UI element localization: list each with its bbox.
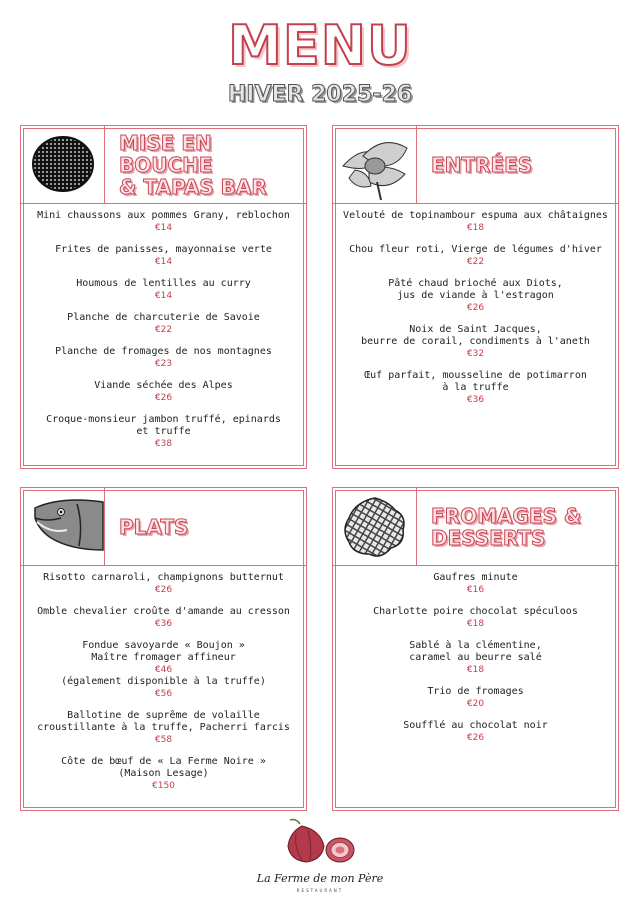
dish-name: Omble chevalier croûte d'amande au cresson: [37, 606, 290, 617]
dish-name: Côte de bœuf de « La Ferme Noire » (Maison Lesage): [61, 756, 266, 779]
menu-item: [21, 210, 306, 234]
section-image: [333, 126, 417, 204]
dish-name: Risotto carnaroli, champignons butternut: [43, 572, 284, 583]
dish-name: Soufflé au chocolat noir: [403, 720, 548, 731]
menu-items: [333, 572, 618, 754]
dish-name: Houmous de lentilles au curry: [76, 278, 251, 289]
dish-name: Planche de fromages de nos montagnes: [55, 346, 272, 357]
truffle-icon: [21, 126, 105, 204]
menu-subtitle: HIVER 2025-26: [227, 82, 413, 107]
dish-price: €46: [154, 665, 173, 675]
dish-name: Viande séchée des Alpes: [94, 380, 233, 391]
dish-price: €22: [466, 257, 485, 267]
menu-title: MENU: [228, 14, 412, 77]
dish-price: €26: [466, 733, 485, 743]
menu-items: [21, 210, 306, 460]
dish-price: €20: [466, 699, 485, 709]
menu-item: [21, 710, 306, 746]
menu-item: [333, 640, 618, 676]
menu-item: [21, 676, 306, 700]
dish-price: €18: [466, 619, 485, 629]
dish-price: €58: [154, 735, 173, 745]
menu-item: [333, 606, 618, 630]
onion-icon: [250, 816, 390, 872]
menu-item: [333, 572, 618, 596]
menu-item: [333, 244, 618, 268]
section-heading: MISE EN BOUCHE & TAPAS BAR: [119, 131, 267, 199]
section-heading: ENTRÉES: [431, 153, 533, 177]
dish-price: €14: [154, 223, 173, 233]
artichoke-icon: [333, 126, 417, 204]
dish-name: (également disponible à la truffe): [61, 676, 266, 687]
dish-price: €38: [154, 439, 173, 449]
restaurant-name: La Ferme de mon Père: [256, 872, 384, 885]
menu-item: [333, 210, 618, 234]
dish-name: Velouté de topinambour espuma aux châtaignes: [343, 210, 608, 221]
menu-item: [21, 414, 306, 450]
dish-name: Ballotine de suprême de volaille croustillante à la truffe, Pacherri farcis: [37, 710, 290, 733]
dish-name: Fondue savoyarde « Boujon » Maître fromager affineur: [82, 640, 245, 663]
menu-items: [21, 572, 306, 802]
section-entrees: [332, 125, 619, 469]
dish-name: Gaufres minute: [433, 572, 518, 583]
menu-item: [333, 324, 618, 360]
waffle-icon: [333, 488, 417, 566]
menu-item: [21, 312, 306, 336]
dish-name: Sablé à la clémentine, caramel au beurre salé: [409, 640, 542, 663]
menu-item: [21, 572, 306, 596]
dish-price: €26: [154, 393, 173, 403]
menu-item: [21, 346, 306, 370]
dish-price: €14: [154, 257, 173, 267]
menu-item: [21, 244, 306, 268]
dish-name: Frites de panisses, mayonnaise verte: [55, 244, 272, 255]
dish-price: €26: [466, 303, 485, 313]
dish-name: Charlotte poire chocolat spéculoos: [373, 606, 578, 617]
section-header: [21, 126, 306, 204]
dish-name: Œuf parfait, mousseline de potimarron à la truffe: [364, 370, 587, 393]
section-plats: [20, 487, 307, 811]
dish-price: €22: [154, 325, 173, 335]
section-heading: FROMAGES & DESSERTS: [431, 504, 582, 550]
dish-name: Noix de Saint Jacques, beurre de corail, condiments à l'aneth: [361, 324, 590, 347]
dish-price: €36: [154, 619, 173, 629]
dish-name: Pâté chaud brioché aux Diots, jus de viande à l'estragon: [388, 278, 563, 301]
section-image: [333, 488, 417, 566]
dish-price: €23: [154, 359, 173, 369]
fish-icon: [21, 488, 105, 566]
dish-price: €32: [466, 349, 485, 359]
menu-item: [21, 606, 306, 630]
section-header: [333, 488, 618, 566]
section-heading: PLATS: [119, 515, 189, 539]
menu-item: [21, 380, 306, 404]
menu-item: [333, 720, 618, 744]
dish-price: €150: [152, 781, 175, 791]
menu-item: [21, 640, 306, 676]
dish-price: €14: [154, 291, 173, 301]
section-fromages-desserts: [332, 487, 619, 811]
section-image: [21, 126, 105, 204]
dish-name: Trio de fromages: [427, 686, 524, 697]
dish-price: €56: [154, 689, 173, 699]
restaurant-tagline: RESTAURANT: [296, 888, 344, 893]
dish-name: Chou fleur roti, Vierge de légumes d'hiver: [349, 244, 602, 255]
menu-item: [21, 756, 306, 792]
menu-item: [333, 278, 618, 314]
restaurant-logo: [250, 816, 390, 896]
section-header: [21, 488, 306, 566]
section-image: [21, 488, 105, 566]
section-mise-en-bouche: [20, 125, 307, 469]
dish-name: Mini chaussons aux pommes Grany, reblochon: [37, 210, 290, 221]
menu-item: [333, 686, 618, 710]
dish-price: €16: [466, 585, 485, 595]
dish-name: Croque-monsieur jambon truffé, epinards et truffe: [46, 414, 281, 437]
section-header: [333, 126, 618, 204]
dish-name: Planche de charcuterie de Savoie: [67, 312, 260, 323]
dish-price: €36: [466, 395, 485, 405]
menu-item: [333, 370, 618, 406]
dish-price: €18: [466, 665, 485, 675]
dish-price: €18: [466, 223, 485, 233]
menu-items: [333, 210, 618, 416]
menu-item: [21, 278, 306, 302]
dish-price: €26: [154, 585, 173, 595]
